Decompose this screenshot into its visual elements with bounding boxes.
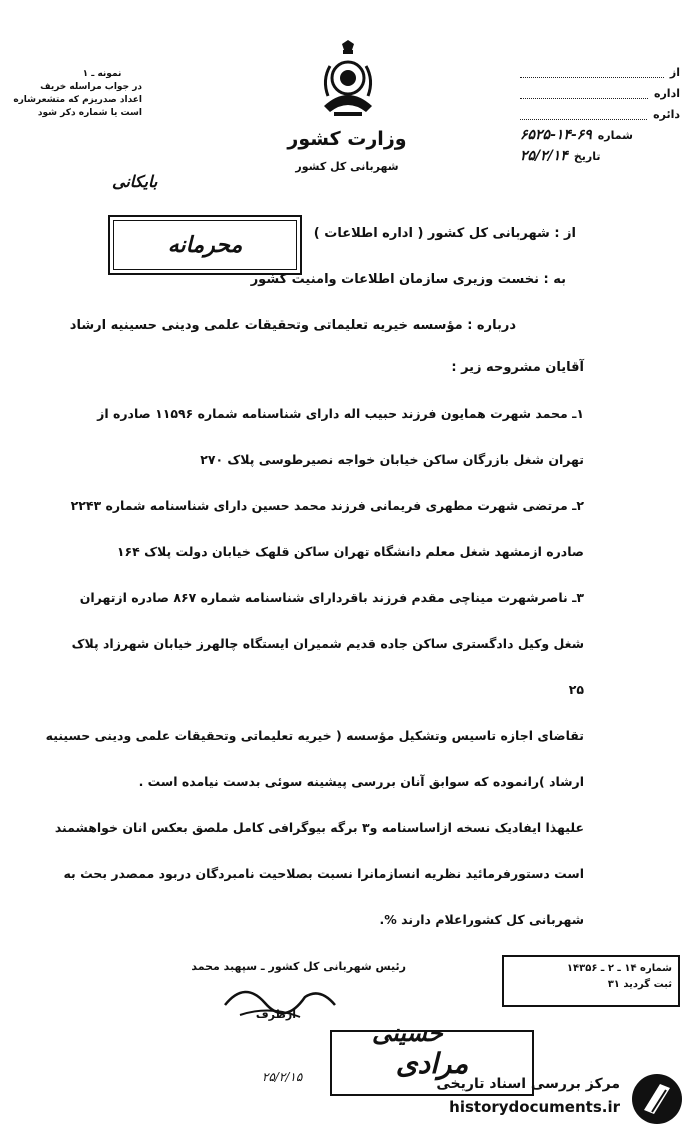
reply-note-line-3: است یا شماره دکر شود [37,108,142,118]
registration-stamp-line-2: ثبت گردید ۳۱ [607,979,672,990]
confidential-stamp: محرمانه [108,215,302,275]
logo-text-fa: مرکز بررسی اسناد تاریخی [436,1076,620,1092]
salutation: آقایان مشروحه زیر : [451,360,584,375]
request-paragraph-line-5: شهربانی کل کشوراعلام دارند %. [379,912,584,927]
signatory-title: رئیس شهربانی کل کشور ـ سپهبد محمد [191,960,406,973]
lion-and-sun-emblem-icon [316,40,380,120]
request-paragraph-line-4: است دستورفرمائید نظریه انسازمانرا نسبت بصلاحیت نامبردگان دربود ممصدر بحث به [63,866,584,881]
request-paragraph-line-2: ارشاد )رانموده که سوابق آنان بررسی پیشینه سوئی بدست نیامده است . [138,774,584,789]
registration-stamp-line-1: شماره ۱۴ ـ ۲ ـ ۱۴۳۵۶ [566,963,672,974]
reply-instructions [13,68,142,120]
item-3-line-3: ۲۵ [568,682,584,697]
archive-logo-icon [630,1072,684,1126]
meta-date-row [520,146,680,167]
on-behalf-label: ازطرف [255,1008,296,1021]
meta-office-label: اداره [653,87,680,100]
meta-office-dots [520,88,648,99]
subject-line: درباره : مؤسسه خیریه تعلیماتی وتحقیقات علمی ودینی حسینیه ارشاد [69,318,516,333]
item-3-line-2: شغل وکیل دادگستری ساکن جاده قدیم شمیران ایستگاه چالهرز خیابان شهرزاد پلاک [71,636,584,651]
meta-number-row [520,125,680,146]
meta-from-label: از [669,66,680,79]
meta-date-label: تاریخ [573,150,601,163]
police-department-title: شهربانی کل کشور [295,160,399,173]
meta-from-dots [520,67,664,78]
request-paragraph-line-1: تقاضای اجازه تاسیس وتشکیل مؤسسه ( خیریه تعلیماتی وتحقیقات علمی ودینی حسینیه [45,728,584,743]
meta-division-row [520,104,680,125]
ministry-title: وزارت کشور [287,128,407,150]
meta-number-value: ۶۵۲۵-۱۴-۶۹ [520,127,592,143]
handwritten-date: ۲۵/۲/۱۵ [262,1070,303,1084]
item-1-line-1: ۱ـ محمد شهرت همایون فرزند حبیب اله دارای شناسنامه شماره ۱۱۵۹۶ صادره از [97,406,584,421]
history-documents-logo [400,1072,690,1132]
from-line: از : شهربانی کل کشور ( اداره اطلاعات ) [313,226,576,241]
reply-note-line-2: اعداد صدریزم که متشعرشاره [13,95,142,105]
registration-stamp [502,955,680,1007]
meta-division-label: دائره [653,108,680,121]
request-paragraph-line-3: علیهذا ایفادیک نسخه ازاساسنامه و۳ برگه بیوگرافی کامل ملصق بعکس انان خواهشمند [54,820,584,835]
second-stamp: مرادی [330,1030,534,1096]
meta-number-label: شماره [597,129,633,142]
handwritten-archive-note: بایکانی [112,172,158,191]
item-2-line-1: ۲ـ مرتضی شهرت مطهری فریمانی فرزند محمد حسین دارای شناسنامه شماره ۲۲۴۳ [70,498,584,513]
signature-scribble-icon [220,975,340,1025]
letter-meta [520,62,680,167]
item-3-line-1: ۳ـ ناصرشهرت میناچی مقدم فرزند باقردارای شناسنامه شماره ۸۶۷ صادره ازتهران [79,590,584,605]
meta-date-value: ۲۵/۲/۱۴ [520,148,568,164]
logo-text-en: historydocuments.ir [449,1098,620,1116]
item-2-line-2: صادره ازمشهد شغل معلم دانشگاه تهران ساکن قلهک خیابان دولت پلاک ۱۶۴ [116,544,584,559]
form-number: نمونه ـ ۱ [82,69,122,79]
item-1-line-2: تهران شغل بازرگان ساکن خیابان خواجه نصیرطوسی پلاک ۲۷۰ [200,452,584,467]
reply-note-line-1: در جواب مراسله خریف [40,82,142,92]
meta-division-dots [520,109,647,120]
handwritten-name: حسینی [372,1018,443,1047]
to-line: به : نخست وزیری سازمان اطلاعات وامنیت کشور [250,272,566,287]
meta-office-row [520,83,680,104]
meta-from-row [520,62,680,83]
